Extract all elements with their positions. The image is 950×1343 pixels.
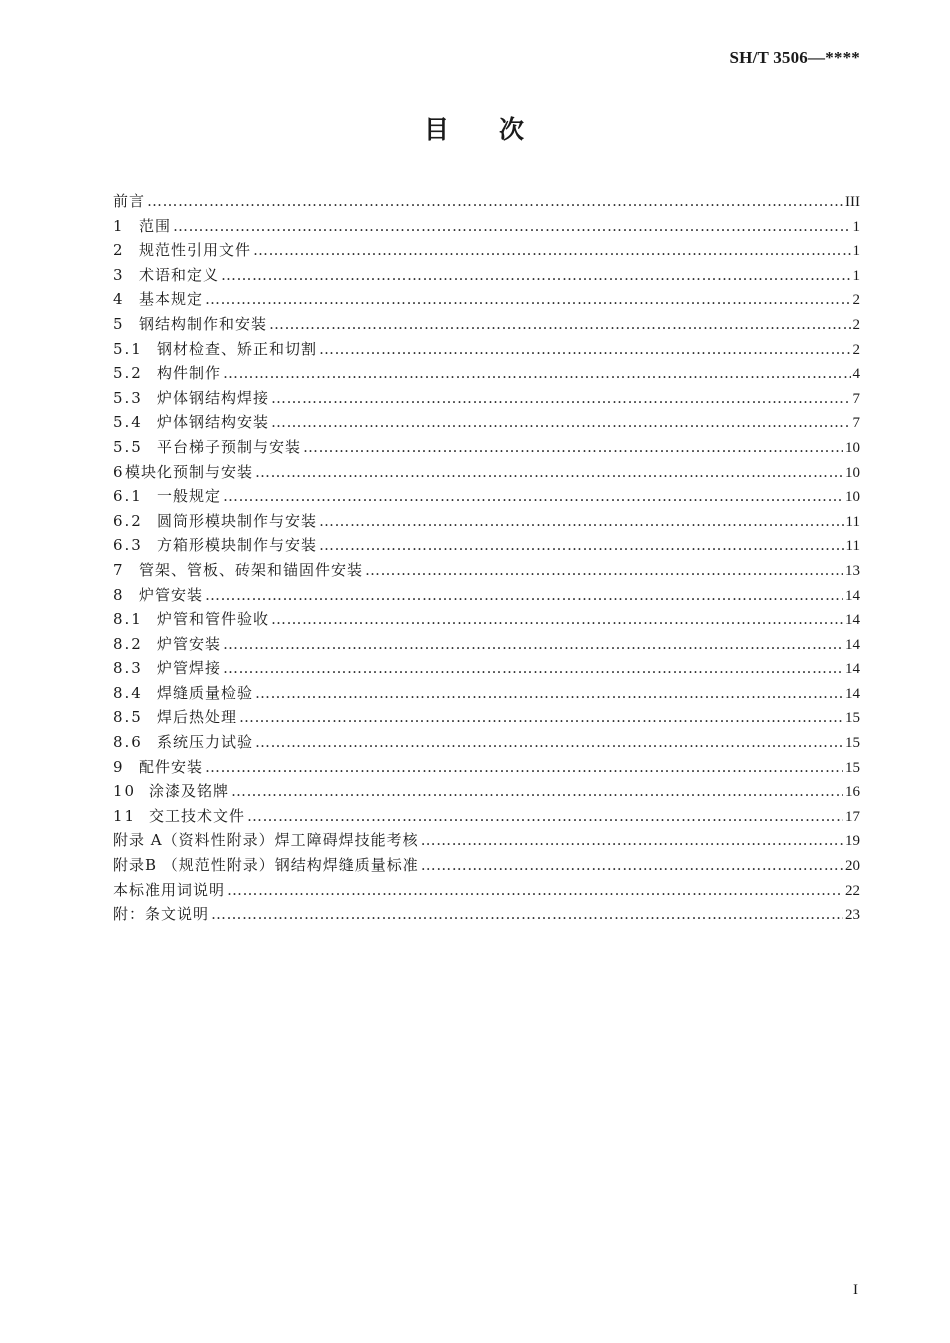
- toc-entry-number: 8.3: [113, 659, 143, 678]
- toc-leader-dots: [147, 192, 843, 210]
- toc-entry-page: 20: [845, 858, 860, 875]
- toc-leader-dots: [319, 340, 850, 358]
- toc-entry-number: 8.4: [113, 683, 143, 702]
- toc-entry-label: 范围: [139, 216, 172, 235]
- toc-entry-label: 基本规定: [139, 290, 204, 309]
- toc-entry-page: 23: [845, 907, 860, 924]
- toc-entry-number: 4: [113, 290, 125, 309]
- page-title-part2: 次: [499, 115, 527, 144]
- toc-entry-label: 配件安装: [139, 757, 204, 776]
- toc-entry-page: 1: [852, 243, 860, 260]
- toc-entry[interactable]: [113, 657, 860, 682]
- toc-leader-dots: [223, 659, 843, 677]
- toc-leader-dots: [205, 290, 850, 308]
- toc-leader-dots: [319, 536, 844, 554]
- toc-leader-dots: [271, 413, 850, 431]
- toc-entry-label: 构件制作: [157, 364, 222, 383]
- toc-entry-label: 术语和定义: [139, 265, 220, 284]
- toc-entry-label: 一般规定: [157, 487, 222, 506]
- toc-entry-page: 10: [845, 464, 860, 481]
- toc-entry-number: 2: [113, 241, 125, 260]
- toc-entry-label: 前言: [113, 192, 146, 210]
- toc-entry-page: 15: [845, 735, 860, 752]
- toc-entry-label: 交工技术文件: [149, 806, 246, 825]
- toc-leader-dots: [223, 364, 850, 382]
- toc-entry-page: 14: [845, 587, 860, 604]
- toc-entry-page: 2: [852, 341, 860, 358]
- toc-entry[interactable]: [113, 510, 860, 535]
- toc-leader-dots: [205, 586, 843, 604]
- toc-entry-label: 涂漆及铭牌: [149, 782, 230, 801]
- toc-entry-number: 5.1: [113, 339, 143, 358]
- toc-entry-page: 14: [845, 685, 860, 702]
- toc-entry-number: 8: [113, 585, 125, 604]
- toc-leader-dots: [231, 782, 843, 800]
- toc-leader-dots: [271, 610, 843, 628]
- toc-entry-page: 7: [852, 390, 860, 407]
- toc-entry-page: 15: [845, 759, 860, 776]
- toc-entry-page: 4: [852, 366, 860, 383]
- toc-entry-number: 3: [113, 265, 125, 284]
- toc-leader-dots: [253, 241, 850, 259]
- toc-entry-number: 5: [113, 314, 125, 333]
- toc-entry-page: 1: [852, 218, 860, 235]
- toc-leader-dots: [205, 758, 843, 776]
- toc-leader-dots: [421, 831, 843, 849]
- toc-entry-label: 附录B （规范性附录）钢结构焊缝质量标准: [113, 856, 419, 875]
- toc-leader-dots: [221, 266, 850, 284]
- toc-leader-dots: [223, 635, 843, 653]
- page-title-part1: 目: [423, 115, 451, 144]
- toc-entry-number: 5.3: [113, 388, 143, 407]
- toc-entry[interactable]: [113, 190, 860, 215]
- toc-entry-page: 17: [845, 808, 860, 825]
- toc-leader-dots: [211, 905, 843, 923]
- toc-entry-page: 16: [845, 784, 860, 801]
- toc-entry[interactable]: [113, 879, 860, 904]
- toc-entry[interactable]: [113, 756, 860, 781]
- toc-entry-page: 22: [845, 882, 860, 899]
- toc-entry-number: 6.2: [113, 511, 143, 530]
- toc-entry-number: 8.2: [113, 634, 143, 653]
- toc-entry-number: 6.1: [113, 487, 143, 506]
- toc-leader-dots: [271, 389, 850, 407]
- toc-entry[interactable]: [113, 313, 860, 338]
- toc-leader-dots: [247, 807, 843, 825]
- toc-entry[interactable]: [113, 215, 860, 240]
- toc-entry[interactable]: [113, 584, 860, 609]
- toc-leader-dots: [239, 708, 843, 726]
- toc-entry-page: 15: [845, 710, 860, 727]
- toc-entry[interactable]: [113, 288, 860, 313]
- toc-leader-dots: [269, 315, 850, 333]
- toc-entry[interactable]: [113, 362, 860, 387]
- toc-entry-number: 5.4: [113, 413, 143, 432]
- toc-entry-label: 方箱形模块制作与安装: [157, 536, 318, 555]
- toc-entry[interactable]: [113, 854, 860, 879]
- toc-entry-number: 9: [113, 757, 125, 776]
- toc-entry-label: 附：条文说明: [113, 905, 210, 924]
- toc-entry[interactable]: [113, 829, 860, 854]
- toc-entry-number: 11: [113, 806, 137, 825]
- toc-entry-page: 11: [845, 538, 860, 555]
- toc-entry-number: 5.2: [113, 364, 143, 383]
- toc-entry[interactable]: [113, 387, 860, 412]
- toc-leader-dots: [303, 438, 843, 456]
- toc-entry-label: 炉管和管件验收: [157, 610, 270, 629]
- toc-entry-page: 14: [845, 636, 860, 653]
- toc-entry[interactable]: [113, 559, 860, 584]
- toc-entry-page: 2: [852, 292, 860, 309]
- toc-entry-page: 1: [852, 267, 860, 284]
- toc-entry[interactable]: [113, 264, 860, 289]
- toc-entry[interactable]: [113, 239, 860, 264]
- toc-entry-label: 炉体钢结构焊接: [157, 388, 270, 407]
- toc-entry-page: 11: [845, 513, 860, 530]
- page-number: I: [853, 1282, 858, 1298]
- toc-entry-label: 炉管安装: [139, 585, 204, 604]
- toc-entry-label: 炉管安装: [157, 634, 222, 653]
- toc-leader-dots: [365, 561, 843, 579]
- toc-entry-number: 8.5: [113, 708, 143, 727]
- toc-entry-page: 10: [845, 439, 860, 456]
- toc-entry[interactable]: [113, 338, 860, 363]
- page-title: [0, 110, 950, 146]
- toc-entry[interactable]: [113, 633, 860, 658]
- toc-entry[interactable]: [113, 731, 860, 756]
- toc-leader-dots: [255, 684, 843, 702]
- toc-entry-number: 1: [113, 216, 125, 235]
- toc-entry-label: 平台梯子预制与安装: [157, 437, 302, 456]
- toc-entry[interactable]: [113, 706, 860, 731]
- toc-entry-number: 6: [113, 462, 125, 481]
- toc-leader-dots: [255, 463, 843, 481]
- toc-entry[interactable]: [113, 411, 860, 436]
- toc-entry-label: 圆筒形模块制作与安装: [157, 511, 318, 530]
- toc-entry[interactable]: [113, 780, 860, 805]
- toc-entry[interactable]: [113, 436, 860, 461]
- toc-leader-dots: [173, 217, 850, 235]
- toc-entry[interactable]: [113, 903, 860, 928]
- toc-entry[interactable]: [113, 461, 860, 486]
- toc-entry-label: 管架、管板、砖架和锚固件安装: [139, 560, 364, 579]
- toc-entry-page: 2: [852, 316, 860, 333]
- toc-leader-dots: [319, 512, 844, 530]
- toc-entry[interactable]: [113, 534, 860, 559]
- toc-entry-label: 附录 A（资料性附录）焊工障碍焊技能考核: [113, 831, 419, 850]
- toc-entry-page: 14: [845, 661, 860, 678]
- toc-entry-page: III: [845, 194, 860, 210]
- toc-entry-number: 6.3: [113, 536, 143, 555]
- toc-entry-page: 10: [845, 489, 860, 506]
- toc-entry[interactable]: [113, 805, 860, 830]
- toc-entry-label: 焊后热处理: [157, 708, 238, 727]
- toc-entry-label: 规范性引用文件: [139, 241, 252, 260]
- toc-entry-page: 13: [845, 562, 860, 579]
- toc-entry[interactable]: [113, 682, 860, 707]
- toc-entry-label: 炉体钢结构安装: [157, 413, 270, 432]
- toc-entry-number: 7: [113, 560, 125, 579]
- toc-entry-label: 钢材检查、矫正和切割: [157, 339, 318, 358]
- toc-leader-dots: [223, 487, 843, 505]
- toc-leader-dots: [421, 856, 843, 874]
- toc-entry-number: 8.6: [113, 733, 143, 752]
- toc-entry-page: 14: [845, 612, 860, 629]
- toc-entry[interactable]: [113, 608, 860, 633]
- toc-entry-number: 10: [113, 782, 137, 801]
- toc-leader-dots: [255, 733, 843, 751]
- toc-entry-label: 系统压力试验: [157, 733, 254, 752]
- standard-code: SH/T 3506—****: [729, 48, 860, 67]
- toc-entry[interactable]: [113, 485, 860, 510]
- toc-entry-number: 5.5: [113, 437, 143, 456]
- toc-entry-number: 8.1: [113, 610, 143, 629]
- toc-entry-label: 本标准用词说明: [113, 880, 226, 899]
- toc-entry-label: 钢结构制作和安装: [139, 314, 268, 333]
- toc-entry-label: 炉管焊接: [157, 659, 222, 678]
- toc-entry-page: 7: [852, 415, 860, 432]
- toc-entry-label: 焊缝质量检验: [157, 683, 254, 702]
- table-of-contents: [113, 190, 860, 928]
- toc-entry-page: 19: [845, 833, 860, 850]
- toc-entry-label: 模块化预制与安装: [125, 462, 254, 481]
- toc-leader-dots: [227, 881, 843, 899]
